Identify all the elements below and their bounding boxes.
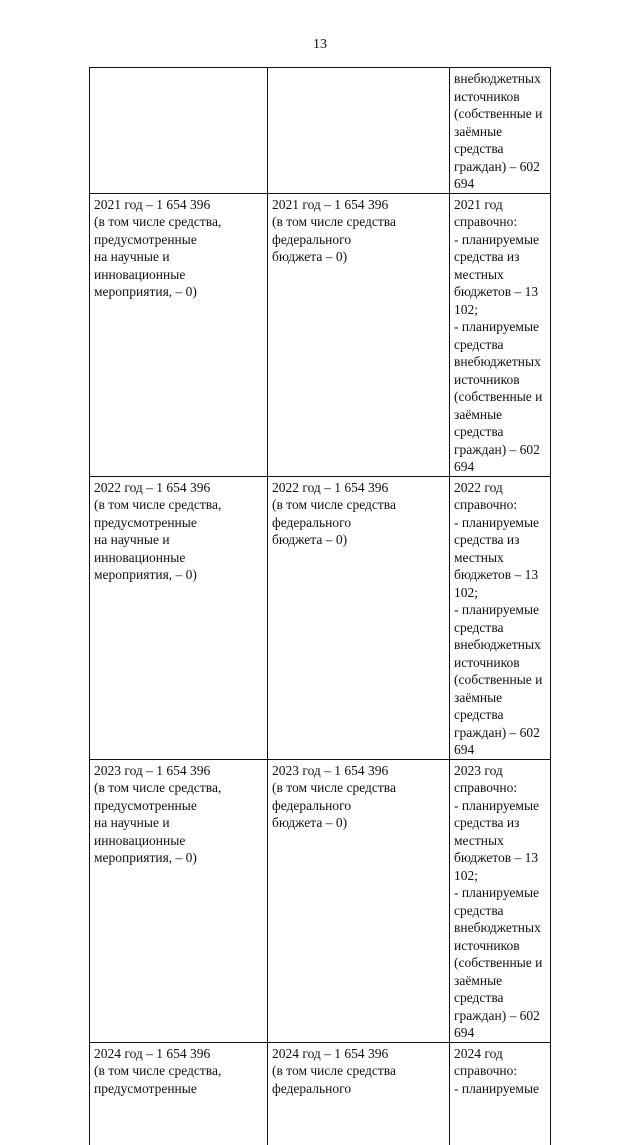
table-cell-total: 2022 год – 1 654 396 (в том числе средства, предусмотренные на научные и инновационные мероприятия, – 0) <box>90 476 268 759</box>
table-cell-total: 2021 год – 1 654 396 (в том числе средства, предусмотренные на научные и инновационные мероприятия, – 0) <box>90 193 268 476</box>
page-number: 13 <box>313 37 327 52</box>
table-cell-federal <box>268 68 450 194</box>
table-cell-reference: 2022 год справочно: - планируемые средства из местных бюджетов – 13 102; - планируемые средства внебюджетных источников (собственные и заёмные средства граждан) – 602 694 <box>450 476 551 759</box>
table-cell-total: 2024 год – 1 654 396 (в том числе средства, предусмотренные <box>90 1042 268 1145</box>
table-row <box>90 759 551 1042</box>
table-cell-reference: 2023 год справочно: - планируемые средства из местных бюджетов – 13 102; - планируемые средства внебюджетных источников (собственные и заёмные средства граждан) – 602 694 <box>450 759 551 1042</box>
table-cell-reference: 2024 год справочно: - планируемые <box>450 1042 551 1145</box>
table-cell-total <box>90 68 268 194</box>
table-cell-federal: 2023 год – 1 654 396 (в том числе средства федерального бюджета – 0) <box>268 759 450 1042</box>
table-cell-reference: внебюджетных источников (собственные и заёмные средства граждан) – 602 694 <box>450 68 551 194</box>
table-cell-total: 2023 год – 1 654 396 (в том числе средства, предусмотренные на научные и инновационные мероприятия, – 0) <box>90 759 268 1042</box>
table-cell-federal: 2021 год – 1 654 396 (в том числе средства федерального бюджета – 0) <box>268 193 450 476</box>
table-row <box>90 193 551 476</box>
table-row <box>90 1042 551 1145</box>
table-cell-reference: 2021 год справочно: - планируемые средства из местных бюджетов – 13 102; - планируемые средства внебюджетных источников (собственные и заёмные средства граждан) – 602 694 <box>450 193 551 476</box>
table-cell-federal: 2024 год – 1 654 396 (в том числе средства федерального <box>268 1042 450 1145</box>
table-row <box>90 68 551 194</box>
funding-table <box>89 67 551 1145</box>
table-cell-federal: 2022 год – 1 654 396 (в том числе средства федерального бюджета – 0) <box>268 476 450 759</box>
table-row <box>90 476 551 759</box>
